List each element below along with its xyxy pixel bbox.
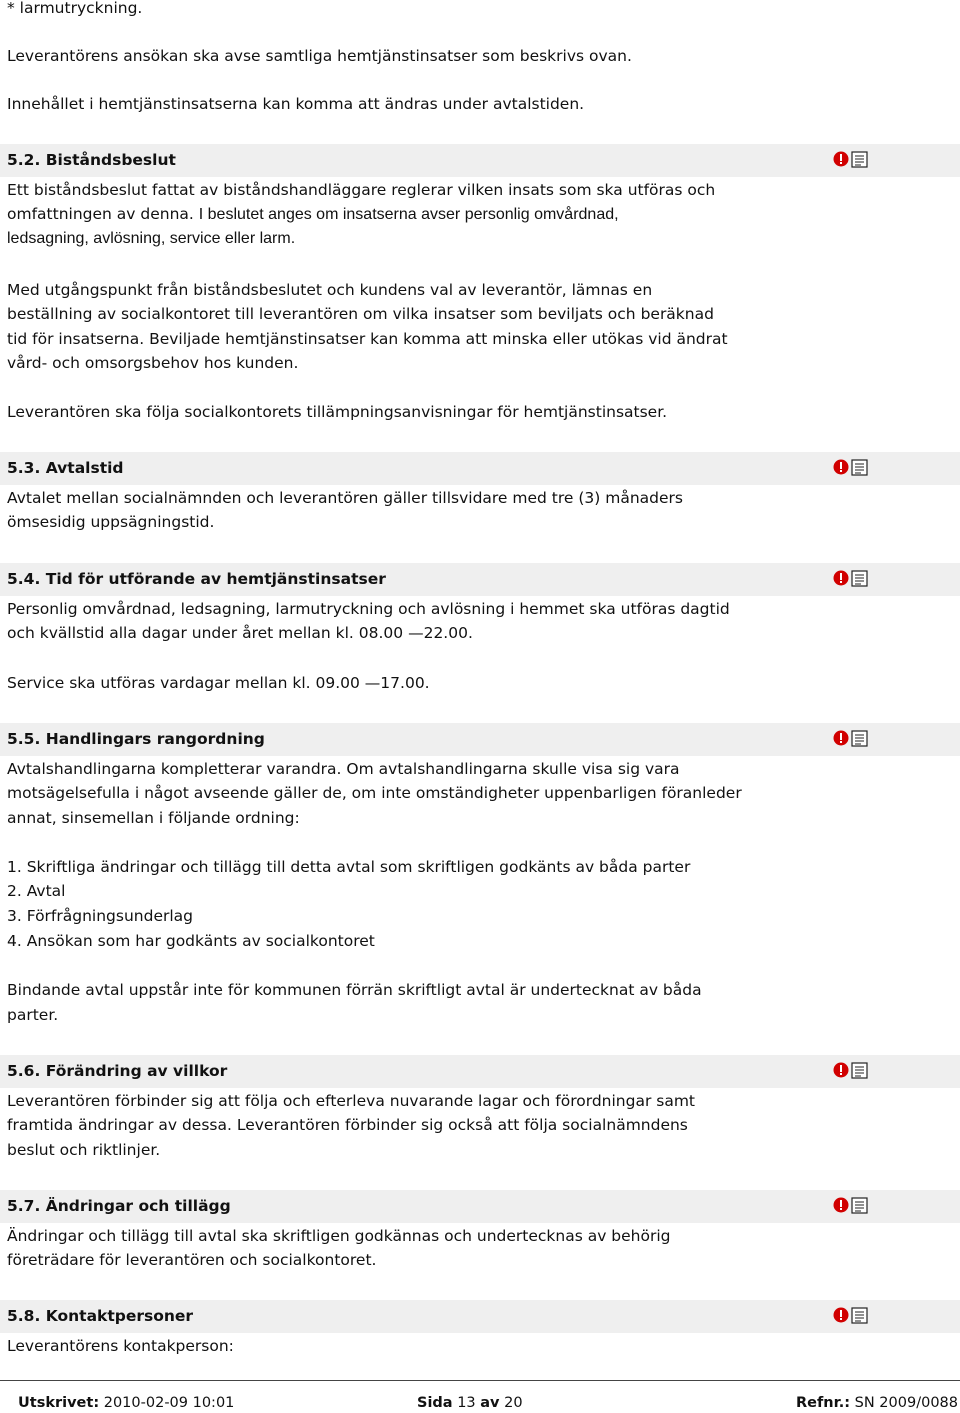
alert-icon[interactable] [833, 570, 849, 586]
section-title: 5.7. Ändringar och tillägg [7, 1197, 231, 1215]
body-line: annat, sinsemellan i följande ordning: [7, 809, 300, 827]
section-icons [833, 1194, 869, 1216]
section-title: 5.3. Avtalstid [7, 459, 124, 477]
section-icons [833, 148, 869, 170]
body-line: Ett biståndsbeslut fattat av biståndshandläggare reglerar vilken insats som ska utföras och [7, 181, 716, 199]
list-item: 2. Avtal [7, 882, 66, 900]
body-line: tid för insatserna. Beviljade hemtjänstinsatser kan komma att minska eller utökas vid ändrat [7, 330, 728, 348]
page-number: Sida 13 av 20 [417, 1395, 523, 1411]
list-item: 4. Ansökan som har godkänts av socialkontoret [7, 932, 375, 950]
alert-icon[interactable] [833, 1307, 849, 1323]
section-header [0, 1190, 960, 1223]
section-title: 5.6. Förändring av villkor [7, 1062, 228, 1080]
note-icon[interactable] [851, 1062, 868, 1079]
list-item: 1. Skriftliga ändringar och tillägg till detta avtal som skriftligen godkänts av båda parter [7, 858, 691, 876]
section-title: 5.8. Kontaktpersoner [7, 1307, 194, 1325]
note-icon[interactable] [851, 730, 868, 747]
intro-line: * larmutryckning. [7, 0, 143, 17]
body-line: beslut och riktlinjer. [7, 1141, 161, 1159]
body-line: parter. [7, 1006, 59, 1024]
body-line: Bindande avtal uppstår inte för kommunen förrän skriftligt avtal är undertecknat av båda [7, 981, 702, 999]
section-header [0, 452, 960, 485]
alert-icon[interactable] [833, 1062, 849, 1078]
alert-icon[interactable] [833, 459, 849, 475]
section-icons [833, 567, 869, 589]
section-icons [833, 1304, 869, 1326]
body-line: Avtalshandlingarna kompletterar varandra. Om avtalshandlingarna skulle visa sig vara [7, 760, 680, 778]
note-icon[interactable] [851, 151, 868, 168]
body-line: Leverantören förbinder sig att följa och efterleva nuvarande lagar och förordningar samt [7, 1092, 695, 1110]
note-icon[interactable] [851, 1197, 868, 1214]
alert-icon[interactable] [833, 1197, 849, 1213]
section-icons [833, 727, 869, 749]
intro-line: Leverantörens ansökan ska avse samtliga hemtjänstinsatser som beskrivs ovan. [7, 47, 632, 65]
body-line: Med utgångspunkt från biståndsbeslutet och kundens val av leverantör, lämnas en [7, 281, 653, 299]
note-icon[interactable] [851, 1307, 868, 1324]
body-line: motsägelsefulla i något avseende gäller de, om inte omständigheter uppenbarligen föranleder [7, 784, 742, 802]
section-header [0, 1300, 960, 1333]
section-title: 5.2. Biståndsbeslut [7, 151, 176, 169]
section-header [0, 563, 960, 596]
alert-icon[interactable] [833, 151, 849, 167]
section-icons [833, 1059, 869, 1081]
body-line: Leverantörens kontakperson: [7, 1337, 234, 1355]
body-line: ledsagning, avlösning, service eller larm. [7, 230, 296, 247]
section-header [0, 1055, 960, 1088]
body-line: ömsesidig uppsägningstid. [7, 513, 215, 531]
list-item: 3. Förfrågningsunderlag [7, 907, 194, 925]
section-icons [833, 456, 869, 478]
body-line: Avtalet mellan socialnämnden och leverantören gäller tillsvidare med tre (3) månaders [7, 489, 683, 507]
body-line: vård- och omsorgsbehov hos kunden. [7, 354, 299, 372]
body-line: Leverantören ska följa socialkontorets tillämpningsanvisningar för hemtjänstinsatser. [7, 403, 668, 421]
reference-number: Refnr.: SN 2009/0088 [796, 1395, 958, 1411]
body-line: och kvällstid alla dagar under året mellan kl. 08.00 —22.00. [7, 624, 473, 642]
alert-icon[interactable] [833, 730, 849, 746]
body-line: omfattningen av denna. I beslutet anges om insatserna avser personlig omvårdnad, [7, 205, 619, 223]
note-icon[interactable] [851, 459, 868, 476]
section-header [0, 144, 960, 177]
body-line: beställning av socialkontoret till leverantören om vilka insatser som beviljats och beräknad [7, 305, 714, 323]
body-line: Personlig omvårdnad, ledsagning, larmutryckning och avlösning i hemmet ska utföras dagtid [7, 600, 730, 618]
body-line: Service ska utföras vardagar mellan kl. 09.00 —17.00. [7, 674, 430, 692]
section-title: 5.5. Handlingars rangordning [7, 730, 265, 748]
printed-date: Utskrivet: 2010-02-09 10:01 [18, 1395, 235, 1411]
body-line: framtida ändringar av dessa. Leverantören förbinder sig också att följa socialnämndens [7, 1116, 688, 1134]
footer-divider [0, 1380, 960, 1381]
body-line: företrädare för leverantören och socialkontoret. [7, 1251, 377, 1269]
section-header [0, 723, 960, 756]
intro-line: Innehållet i hemtjänstinsatserna kan komma att ändras under avtalstiden. [7, 95, 585, 113]
note-icon[interactable] [851, 570, 868, 587]
body-line: Ändringar och tillägg till avtal ska skriftligen godkännas och undertecknas av behörig [7, 1227, 671, 1245]
section-title: 5.4. Tid för utförande av hemtjänstinsatser [7, 570, 386, 588]
